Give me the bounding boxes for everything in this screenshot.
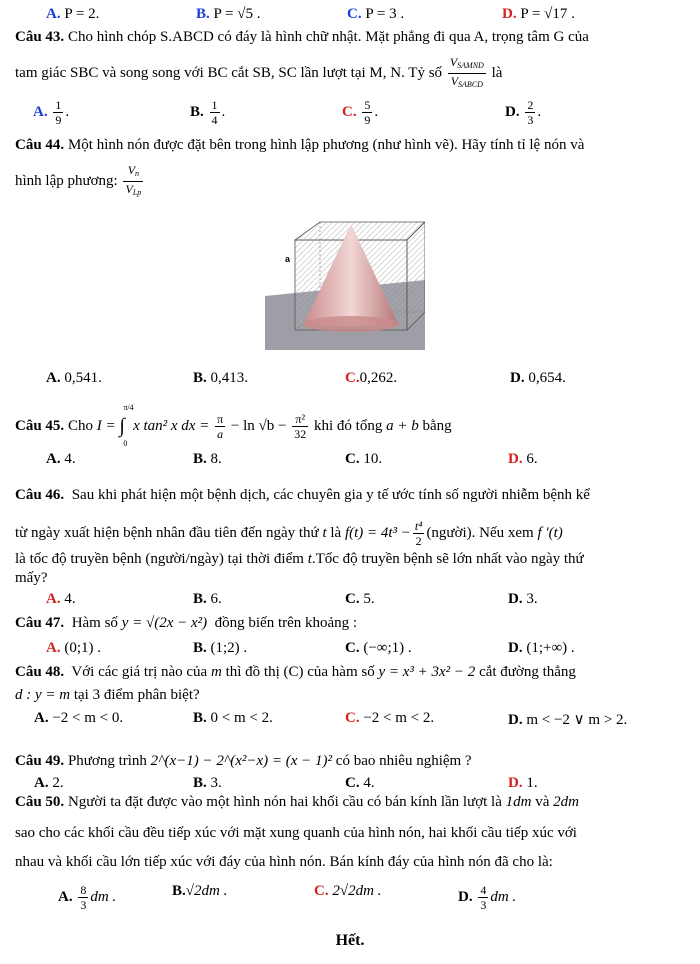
q43-label: Câu 43. (15, 29, 65, 45)
q44-text1: Một hình nón được đặt bên trong hình lập phương (như hình vẽ). Hãy tính tỉ lệ nón và (67, 137, 585, 153)
q47-line: Câu 47. Hàm số y = √(2x − x²) đồng biến trên khoảng : (15, 615, 358, 631)
option-b-label: B. (196, 6, 210, 22)
option-c-label: C. (347, 6, 362, 22)
integral-sign: ∫ π/4 0 (119, 403, 134, 448)
q43-ratio: $\frac{V_{SAMND}}{V_{SABCD}}$ (449, 55, 484, 89)
q43-line2 (15, 55, 700, 92)
q44-label: Câu 44. (15, 137, 65, 153)
footer-end: Hết. (335, 932, 365, 949)
option-d-label: D. (502, 6, 517, 22)
q43-text1: Cho hình chóp S.ABCD có đáy là hình chữ nhật. Mặt phẳng đi qua A, trọng tâm G của (67, 29, 589, 45)
q50-line3: nhau và khối cầu lớn tiếp xúc với đáy của hình nón. Bán kính đáy của hình nón đã cho là: (15, 854, 553, 870)
option-c-value: P = 3 . (365, 6, 405, 22)
fig-label-a: a (285, 254, 291, 264)
q48-label: Câu 48. (15, 664, 65, 680)
option-a-value: P = 2. (64, 6, 100, 22)
q50-line1: Câu 50. Người ta đặt được vào một hình nón hai khối cầu có bán kính lần lượt là 1dm và 2dm (15, 794, 579, 810)
q49-line: Câu 49. Phương trình 2^(x−1) − 2^(x²−x) = (x − 1)² có bao nhiêu nghiệm ? (15, 753, 472, 769)
q45-line: Câu 45. Cho I = ∫ π/4 0 x tan² x dx = $\frac{\pi}{a}$ − ln √b − $\frac{\text{π²}}{32}$ khi đó tổng a + b bằng (15, 403, 452, 448)
q49-label: Câu 49. (15, 753, 65, 769)
option-a-label: A. (46, 6, 61, 22)
q46-line4: mấy? (15, 570, 48, 586)
q46-label: Câu 46. (15, 487, 65, 503)
q43-option-c-label: C. (342, 103, 357, 120)
q44-line1 (15, 137, 700, 154)
q43-option-a-label: A. (33, 103, 48, 120)
q48-line2: d : y = m tại 3 điểm phân biệt? (15, 687, 200, 703)
q50-label: Câu 50. (15, 794, 65, 810)
q44-line2: hình lập phương: $\frac{V_n}{V_{Lp}}$ (15, 163, 142, 197)
q46-line2: từ ngày xuất hiện bệnh nhân đầu tiên đến ngày thứ t là f(t) = 4t³ − $\frac{\text{t⁴}}{2}$ (người). Nếu xem f '(t) (15, 519, 563, 548)
option-b-value: P = √5 . (213, 6, 261, 22)
q43-text2: tam giác SBC và song song với BC cắt SB, SC lần lượt tại M, N. Tỷ số (15, 64, 443, 81)
q48-line1: Câu 48. Với các giá trị nào của m thì đồ thị (C) của hàm số y = x³ + 3x² − 2 cắt đường thẳng (15, 664, 576, 680)
option-d-value: P = √17 . (520, 6, 575, 22)
q50-line2: sao cho các khối cầu đều tiếp xúc với mặt xung quanh của hình nón, hai khối cầu tiếp xúc với (15, 825, 577, 841)
q43-tail: là (491, 64, 503, 81)
q46-line1: Câu 46. Sau khi phát hiện một bệnh dịch, các chuyên gia y tế ước tính số người nhiễm bệnh kể (15, 487, 590, 503)
q45-label: Câu 45. (15, 417, 65, 434)
q46-line3: là tốc độ truyền bệnh (người/ngày) tại thời điểm t.Tốc độ truyền bệnh sẽ lớn nhất vào ngày thứ (15, 551, 584, 567)
q43-option-d-label: D. (505, 103, 520, 120)
q43-line1 (15, 29, 700, 46)
q44-text2: hình lập phương: (15, 172, 118, 189)
q43-option-b-label: B. (190, 103, 204, 120)
q47-label: Câu 47. (15, 615, 65, 631)
cone-in-cube-figure (265, 210, 425, 350)
